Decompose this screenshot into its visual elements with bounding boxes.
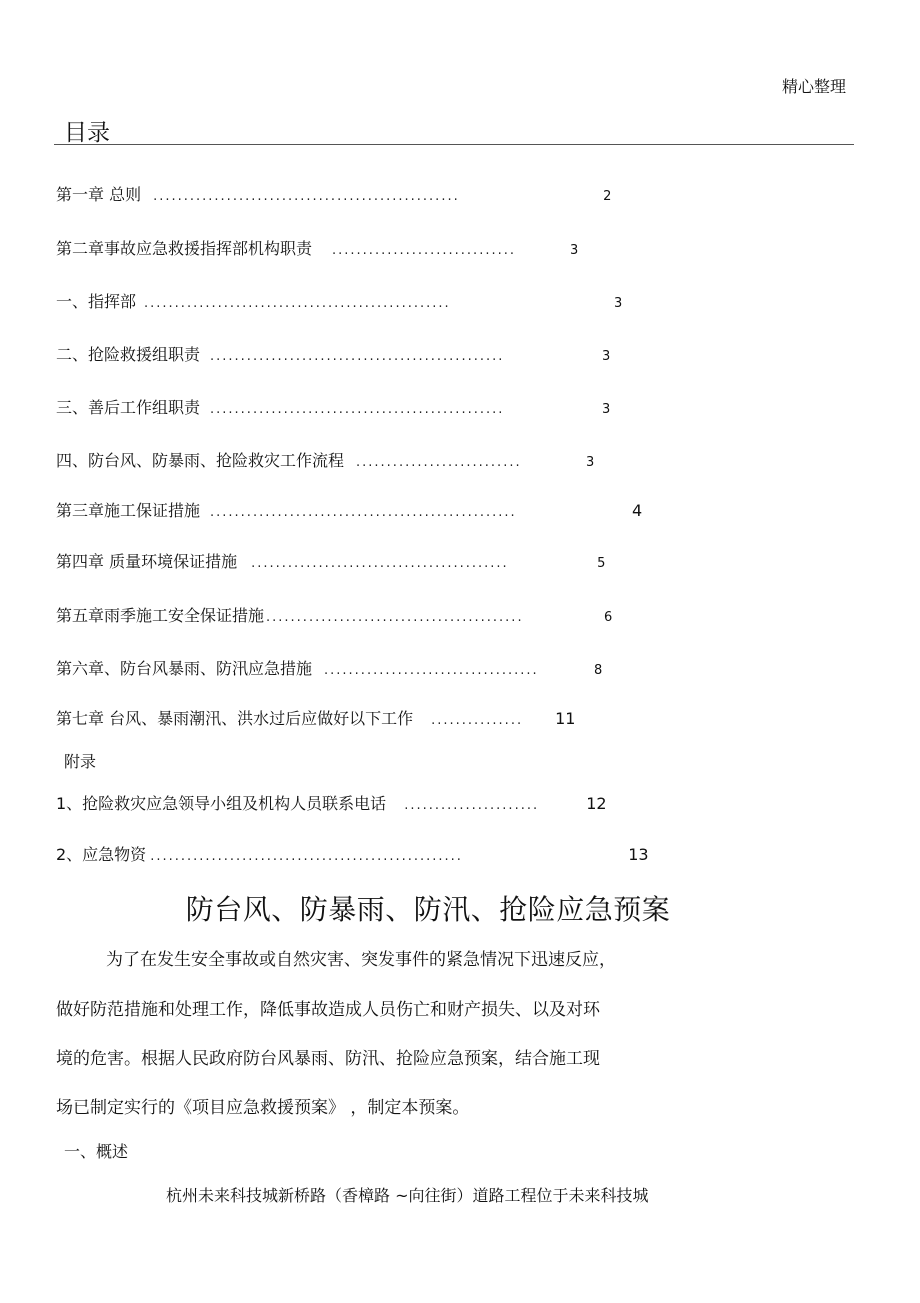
toc-entry[interactable]: 第五章雨季施工安全保证措施 .......................................... 6 bbox=[56, 606, 613, 625]
section-heading: 一、概述 bbox=[64, 1142, 129, 1161]
toc-entry[interactable]: 1、抢险救灾应急领导小组及机构人员联系电话 ...................... 12 bbox=[56, 794, 607, 813]
appendix-label: 附录 bbox=[64, 752, 97, 771]
toc-entry[interactable]: 第一章 总则 .................................................. 2 bbox=[56, 185, 612, 204]
intro-paragraph-line: 场已制定实行的《项目应急救援预案》 ，制定本预案。 bbox=[56, 1098, 470, 1118]
toc-entry[interactable]: 第七章 台风、暴雨潮汛、洪水过后应做好以下工作 ............... 11 bbox=[56, 709, 576, 728]
toc-entry[interactable]: 一、指挥部 .................................................. 3 bbox=[56, 292, 623, 311]
toc-entry[interactable]: 二、抢险救援组职责 ................................................ 3 bbox=[56, 345, 611, 364]
intro-paragraph-line: 为了在发生安全事故或自然灾害、突发事件的紧急情况下迅速反应， bbox=[106, 950, 616, 970]
toc-entry[interactable]: 第三章施工保证措施 .................................................. 4 bbox=[56, 501, 643, 520]
toc-entry[interactable]: 四、防台风、防暴雨、抢险救灾工作流程 ........................... 3 bbox=[56, 451, 595, 470]
toc-entry[interactable]: 三、善后工作组职责 ................................................ 3 bbox=[56, 398, 611, 417]
title-divider bbox=[54, 144, 854, 145]
toc-entry[interactable]: 第二章事故应急救援指挥部机构职责 .............................. 3 bbox=[56, 239, 579, 258]
document-title: 防台风、防暴雨、防汛、抢险应急预案 bbox=[185, 893, 671, 926]
toc-entry[interactable]: 第六章、防台风暴雨、防汛应急措施 ................................... 8 bbox=[56, 659, 603, 678]
toc-entry[interactable]: 2、应急物资 ................................................... 13 bbox=[56, 845, 649, 864]
intro-paragraph-line: 做好防范措施和处理工作，降低事故造成人员伤亡和财产损失、以及对环 bbox=[56, 1000, 600, 1020]
intro-paragraph-line: 境的危害。根据人民政府防台风暴雨、防汛、抢险应急预案，结合施工现 bbox=[56, 1049, 600, 1069]
section-first-line: 杭州未来科技城新桥路（香樟路 ~向往街）道路工程位于未来科技城 bbox=[166, 1186, 649, 1205]
header-tag: 精心整理 bbox=[782, 77, 847, 96]
toc-title: 目录 bbox=[64, 120, 110, 146]
toc-entry[interactable]: 第四章 质量环境保证措施 .......................................... 5 bbox=[56, 552, 606, 571]
